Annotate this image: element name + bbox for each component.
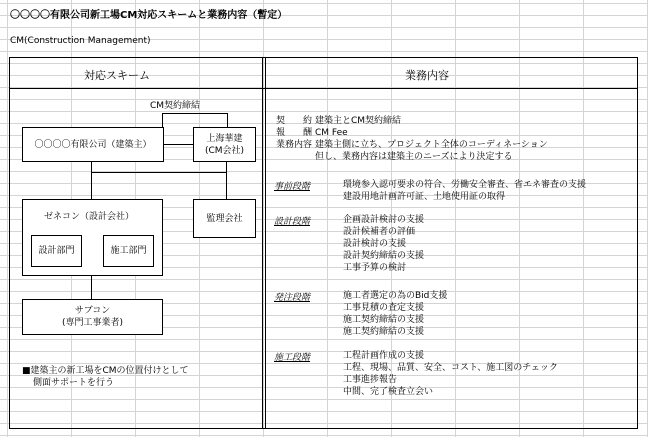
phase-item: 施工者選定の為のBid支援 <box>343 291 448 301</box>
phase-name: 発注段階 <box>274 293 311 303</box>
phase-name: 施工段階 <box>274 353 311 363</box>
cm-firm-box: 上海華建 (CM会社) <box>193 127 256 162</box>
note-line-1: ■建築主の新工場をCMの位置付けとして <box>22 366 189 376</box>
subcontractor-box: サブコン (専門工事業者) <box>22 299 163 335</box>
left-header: 対応スキーム <box>84 69 150 82</box>
phase-item: 工程計画作成の支援 <box>343 351 425 361</box>
supervisor-box: 監理会社 <box>193 199 256 238</box>
note-line-2: 側面サポートを行う <box>33 378 115 388</box>
phase-items <box>343 290 447 338</box>
connector <box>91 161 92 200</box>
phase-items <box>343 214 424 274</box>
phase-item: 建設用地計画許可証、土地使用証の取得 <box>343 192 506 202</box>
connector <box>162 113 227 114</box>
phase-item: 企画設計検討の支援 <box>343 215 425 225</box>
phase-item: 中間、完了検査立会い <box>343 387 434 397</box>
page-subtitle: CM(Construction Management) <box>10 36 151 46</box>
summary-label: 報 酬 <box>276 128 313 138</box>
summary-label-column <box>276 115 312 151</box>
right-header: 業務内容 <box>405 69 449 82</box>
phase-item: 工事予算の検討 <box>343 263 407 273</box>
header-divider <box>9 88 637 89</box>
design-dept-box: 設計部門 <box>31 235 82 267</box>
phase-name: 事前段階 <box>274 182 311 192</box>
summary-label: 契 約 <box>276 116 313 126</box>
phase-item: 工程、現場、品質、安全、コスト、施工図のチェック <box>343 363 558 373</box>
summary-value: 建築主とCM契約締結 <box>315 116 402 126</box>
phase-items <box>343 179 586 203</box>
phase-name: 設計段階 <box>274 217 311 227</box>
phase-item: 施工契約締結の支援 <box>343 327 425 337</box>
owner-box: 〇〇〇〇有限公司（建築主） <box>22 127 164 162</box>
summary-label: 業務内容 <box>276 140 313 150</box>
general-contractor-label: ゼネコン（設計会社） <box>44 212 135 222</box>
connector <box>226 160 227 199</box>
summary-value: CM Fee <box>315 128 348 138</box>
phase-item: 施工契約締結の支援 <box>343 315 425 325</box>
connector <box>162 144 193 145</box>
contract-label: CM契約締結 <box>150 101 201 111</box>
page-title: 〇〇〇〇有限公司新工場CM対応スキームと業務内容（暫定） <box>10 10 288 21</box>
phase-items <box>343 350 558 398</box>
column-divider-a <box>262 57 263 428</box>
connector <box>227 113 228 128</box>
phase-item: 工事見積の査定支援 <box>343 303 425 313</box>
connector <box>91 172 226 173</box>
phase-item: 設計契約締結の支援 <box>343 251 425 261</box>
summary-value: 建築主側に立ち、プロジェクト全体のコーディネーション <box>315 140 548 150</box>
phase-item: 設計検討の支援 <box>343 239 407 249</box>
column-divider-b <box>265 57 266 428</box>
connector <box>91 275 92 299</box>
summary-value: 但し、業務内容は建築主のニーズにより決定する <box>315 152 513 162</box>
phase-item: 環境参入認可要求の符合、労働安全審査、省エネ審査の支援 <box>343 180 587 190</box>
summary-value-column <box>315 115 548 163</box>
phase-item: 工事進捗報告 <box>343 375 398 385</box>
phase-item: 設計候補者の評価 <box>343 227 416 237</box>
construction-dept-box: 施工部門 <box>103 235 154 267</box>
